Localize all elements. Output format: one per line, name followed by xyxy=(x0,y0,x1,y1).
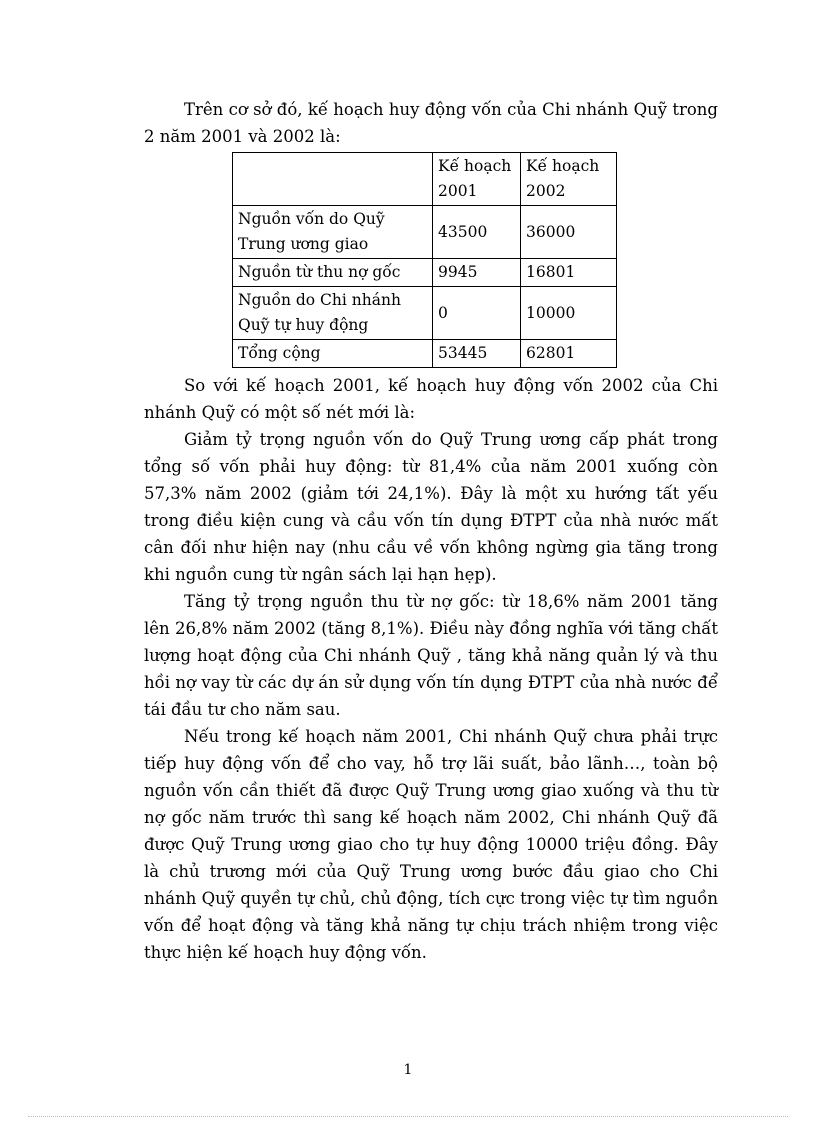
paragraph-increase: Tăng tỷ trọng nguồn thu từ nợ gốc: từ 18,6% năm 2001 tăng lên 26,8% năm 2002 (tăng 8,1%). Điều này đồng nghĩa với tăng chất lượng hoạt động của Chi nhánh Quỹ , tăng khả năng quản lý và thu hồi nợ vay từ các dự án sử dụng vốn tín dụng ĐTPT của nhà nước để tái đầu tư cho năm sau. xyxy=(144,592,718,719)
intro-block xyxy=(144,96,718,150)
table-cell-label: Nguồn từ thu nợ gốc xyxy=(233,259,433,287)
table-total-row xyxy=(233,340,617,368)
table-cell-2001: 9945 xyxy=(433,259,521,287)
page-bottom-divider xyxy=(28,1116,788,1117)
paragraph-decrease: Giảm tỷ trọng nguồn vốn do Quỹ Trung ương cấp phát trong tổng số vốn phải huy động: từ 81,4% của năm 2001 xuống còn 57,3% năm 2002 (giảm tới 24,1%). Đây là một xu hướng tất yếu trong điều kiện cung và cầu vốn tín dụng ĐTPT của nhà nước mất cân đối như hiện nay (nhu cầu về vốn không ngừng gia tăng trong khi nguồn cung từ ngân sách lại hạn hẹp). xyxy=(144,430,718,584)
intro-paragraph: Trên cơ sở đó, kế hoạch huy động vốn của Chi nhánh Quỹ trong 2 năm 2001 và 2002 là: xyxy=(144,100,718,146)
table-cell-2001: 0 xyxy=(433,287,521,340)
table-cell-2002: 62801 xyxy=(521,340,617,368)
paragraph-comparison: So với kế hoạch 2001, kế hoạch huy động vốn 2002 của Chi nhánh Quỹ có một số nét mới là: xyxy=(144,376,718,422)
table-cell-label: Nguồn do Chi nhánh Quỹ tự huy động xyxy=(233,287,433,340)
table-cell-2002: 10000 xyxy=(521,287,617,340)
table-row xyxy=(233,259,617,287)
table-header-row xyxy=(233,153,617,206)
table-cell-2001: 43500 xyxy=(433,206,521,259)
table-header-cell-2002: Kế hoạch 2002 xyxy=(521,153,617,206)
table-cell-2002: 16801 xyxy=(521,259,617,287)
table-cell-2002: 36000 xyxy=(521,206,617,259)
capital-plan-table xyxy=(232,152,617,368)
table-cell-label: Nguồn vốn do Quỹ Trung ương giao xyxy=(233,206,433,259)
table-cell-label: Tổng cộng xyxy=(233,340,433,368)
table-row xyxy=(233,287,617,340)
table-row xyxy=(233,206,617,259)
table-cell-2001: 53445 xyxy=(433,340,521,368)
page-number: 1 xyxy=(403,1062,413,1078)
paragraph-self-mobilization: Nếu trong kế hoạch năm 2001, Chi nhánh Quỹ chưa phải trực tiếp huy động vốn để cho vay, hỗ trợ lãi suất, bảo lãnh…, toàn bộ nguồn vốn cần thiết đã được Quỹ Trung ương giao xuống và thu từ nợ gốc năm trước thì sang kế hoạch năm 2002, Chi nhánh Quỹ đã được Quỹ Trung ương giao cho tự huy động 10000 triệu đồng. Đây là chủ trương mới của Quỹ Trung ương bước đầu giao cho Chi nhánh Quỹ quyền tự chủ, chủ động, tích cực trong việc tự tìm nguồn vốn để hoạt động và tăng khả năng tự chịu trách nhiệm trong việc thực hiện kế hoạch huy động vốn. xyxy=(144,727,718,962)
body-text xyxy=(144,372,718,966)
table-header-cell-empty xyxy=(233,153,433,206)
table-header-cell-2001: Kế hoạch 2001 xyxy=(433,153,521,206)
